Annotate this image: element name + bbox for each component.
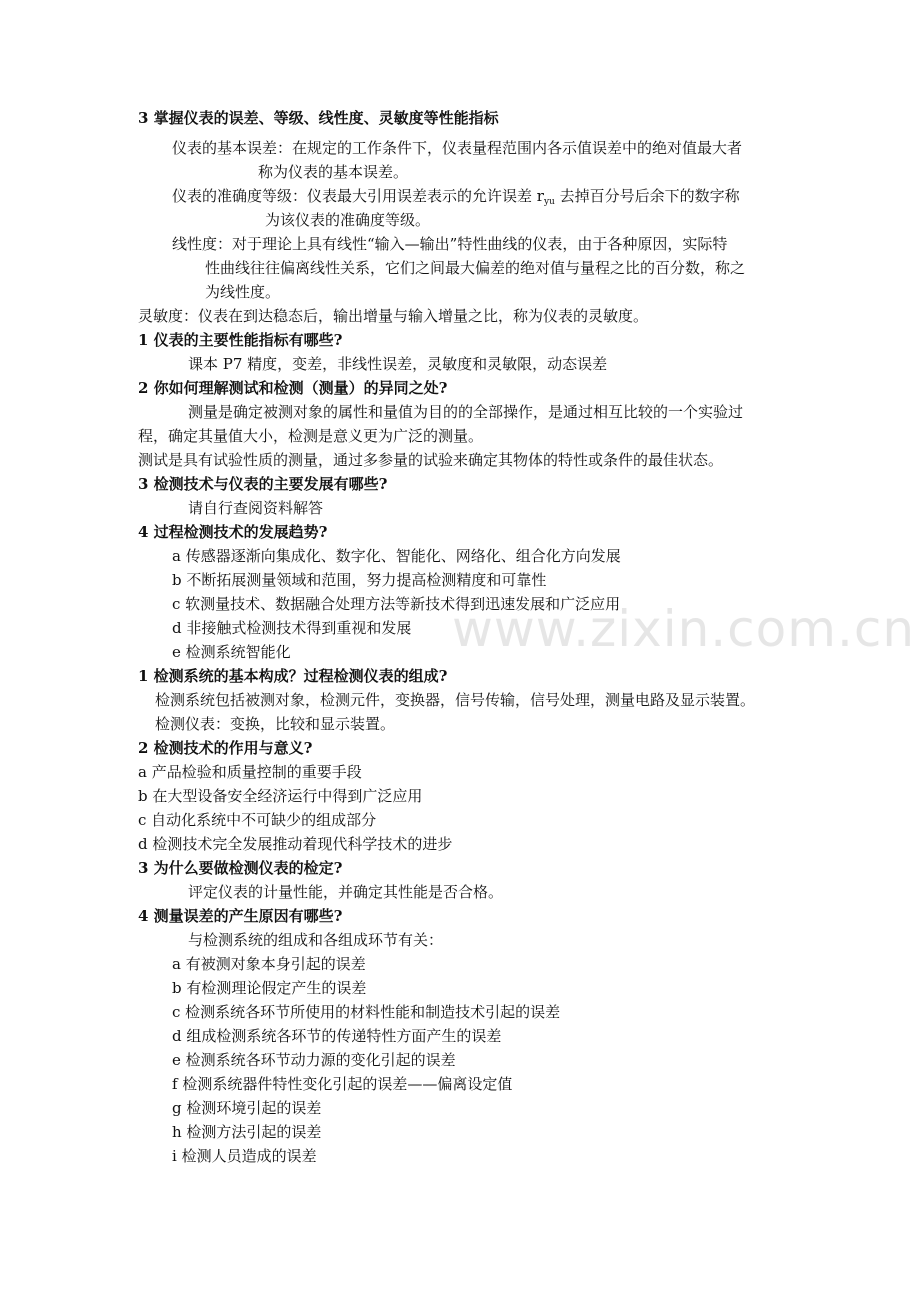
line-text: e 检测系统智能化 [172, 643, 291, 661]
line-text: 检测系统包括被测对象，检测元件，变换器，信号传输，信号处理，测量电路及显示装置。 [155, 691, 756, 709]
line-text: 2 你如何理解测试和检测（测量）的异同之处? [138, 379, 448, 397]
line-text: 3 掌握仪表的误差、等级、线性度、灵敏度等性能指标 [138, 109, 499, 127]
line-text: 课本 P7 精度，变差，非线性误差，灵敏度和灵敏限，动态误差 [188, 355, 608, 373]
text-line [172, 641, 291, 663]
line-text: b 有检测理论假定产生的误差 [172, 979, 367, 997]
line-text: 程，确定其量值大小，检测是意义更为广泛的测量。 [138, 427, 484, 445]
line-text: 3 检测技术与仪表的主要发展有哪些? [138, 475, 388, 493]
line-text: b 在大型设备安全经济运行中得到广泛应用 [138, 787, 423, 805]
line-text: a 传感器逐渐向集成化、数字化、智能化、网络化、组合化方向发展 [172, 547, 621, 565]
text-line [172, 1025, 501, 1047]
watermark: www.zixin.com.cn [452, 600, 916, 658]
line-text: 仪表的基本误差：在规定的工作条件下，仪表量程范围内各示值误差中的绝对值最大者 [172, 139, 743, 157]
line-text: i 检测人员造成的误差 [172, 1147, 317, 1165]
line-text: b 不断拓展测量领域和范围，努力提高检测精度和可靠性 [172, 571, 547, 589]
text-line [172, 1001, 560, 1023]
section-heading [138, 905, 342, 927]
line-text: e 检测系统各环节动力源的变化引起的误差 [172, 1051, 456, 1069]
line-text: f 检测系统器件特性变化引起的误差——偏离设定值 [172, 1075, 513, 1093]
line-text: 与检测系统的组成和各组成环节有关： [188, 931, 444, 949]
line-text: c 检测系统各环节所使用的材料性能和制造技术引起的误差 [172, 1003, 561, 1021]
line-text: 3 为什么要做检测仪表的检定? [138, 859, 343, 877]
line-text: h 检测方法引起的误差 [172, 1123, 322, 1141]
section-heading [138, 521, 327, 543]
text-line [172, 1121, 321, 1143]
text-line [205, 281, 280, 303]
section-heading [138, 857, 342, 879]
text-line [172, 185, 740, 207]
text-line [172, 569, 546, 591]
line-text: d 组成检测系统各环节的传递特性方面产生的误差 [172, 1027, 502, 1045]
line-text: 1 检测系统的基本构成？过程检测仪表的组成? [138, 667, 448, 685]
text-line [172, 1073, 512, 1095]
line-text: 2 检测技术的作用与意义? [138, 739, 313, 757]
section-heading [138, 473, 387, 495]
line-text: c 软测量技术、数据融合处理方法等新技术得到迅速发展和广泛应用 [172, 595, 621, 613]
line-text: a 产品检验和质量控制的重要手段 [138, 763, 362, 781]
line-text: d 检测技术完全发展推动着现代科学技术的进步 [138, 835, 453, 853]
section-heading [138, 329, 342, 351]
text-line [155, 713, 395, 735]
text-line [172, 1049, 456, 1071]
line-text: 为该仪表的准确度等级。 [265, 211, 431, 229]
text-line [138, 809, 376, 831]
line-text: 测量是确定被测对象的属性和量值为目的的全部操作，是通过相互比较的一个实验过 [188, 403, 744, 421]
text-line [172, 953, 366, 975]
text-line [188, 497, 323, 519]
text-line [188, 881, 503, 903]
text-line [188, 929, 443, 951]
line-text: 测试是具有试验性质的测量，通过多参量的试验来确定其物体的特性或条件的最佳状态。 [138, 451, 724, 469]
line-text: 4 测量误差的产生原因有哪些? [138, 907, 343, 925]
text-line [188, 353, 607, 375]
line-text: 评定仪表的计量性能，并确定其性能是否合格。 [188, 883, 504, 901]
text-line [138, 833, 452, 855]
text-line [258, 161, 408, 183]
line-text: 检测仪表：变换，比较和显示装置。 [155, 715, 396, 733]
text-line [138, 785, 422, 807]
text-line [138, 449, 723, 471]
text-line [172, 233, 727, 255]
text-line [138, 305, 648, 327]
text-line [172, 593, 620, 615]
text-line [172, 977, 366, 999]
text-line [138, 425, 483, 447]
line-text: d 非接触式检测技术得到重视和发展 [172, 619, 412, 637]
text-line [172, 545, 621, 567]
subscript: yu [543, 197, 555, 207]
text-line [172, 617, 411, 639]
line-text: 仪表的准确度等级：仪表最大引用误差表示的允许误差 r [172, 187, 544, 205]
line-text: g 检测环境引起的误差 [172, 1099, 322, 1117]
line-text: 1 仪表的主要性能指标有哪些? [138, 331, 343, 349]
text-line [155, 689, 755, 711]
line-text: c 自动化系统中不可缺少的组成部分 [138, 811, 377, 829]
line-text-continued: 去掉百分号后余下的数字称 [554, 187, 740, 205]
text-line [172, 137, 742, 159]
line-text: 性曲线往往偏离线性关系，它们之间最大偏差的绝对值与量程之比的百分数，称之 [205, 259, 746, 277]
text-line [138, 761, 362, 783]
line-text: 灵敏度：仪表在到达稳态后，输出增量与输入增量之比，称为仪表的灵敏度。 [138, 307, 649, 325]
section-heading [138, 737, 312, 759]
section-heading [138, 665, 447, 687]
line-text: 线性度：对于理论上具有线性“输入—输出”特性曲线的仪表，由于各种原因，实际特 [172, 235, 728, 253]
text-line [172, 1145, 317, 1167]
section-heading [138, 377, 447, 399]
text-line [205, 257, 745, 279]
line-text: a 有被测对象本身引起的误差 [172, 955, 366, 973]
text-line [265, 209, 430, 231]
line-text: 请自行查阅资料解答 [188, 499, 324, 517]
section-heading [138, 107, 499, 129]
line-text: 4 过程检测技术的发展趋势? [138, 523, 328, 541]
line-text: 为线性度。 [205, 283, 281, 301]
text-line [188, 401, 743, 423]
text-line [172, 1097, 321, 1119]
line-text: 称为仪表的基本误差。 [258, 163, 409, 181]
